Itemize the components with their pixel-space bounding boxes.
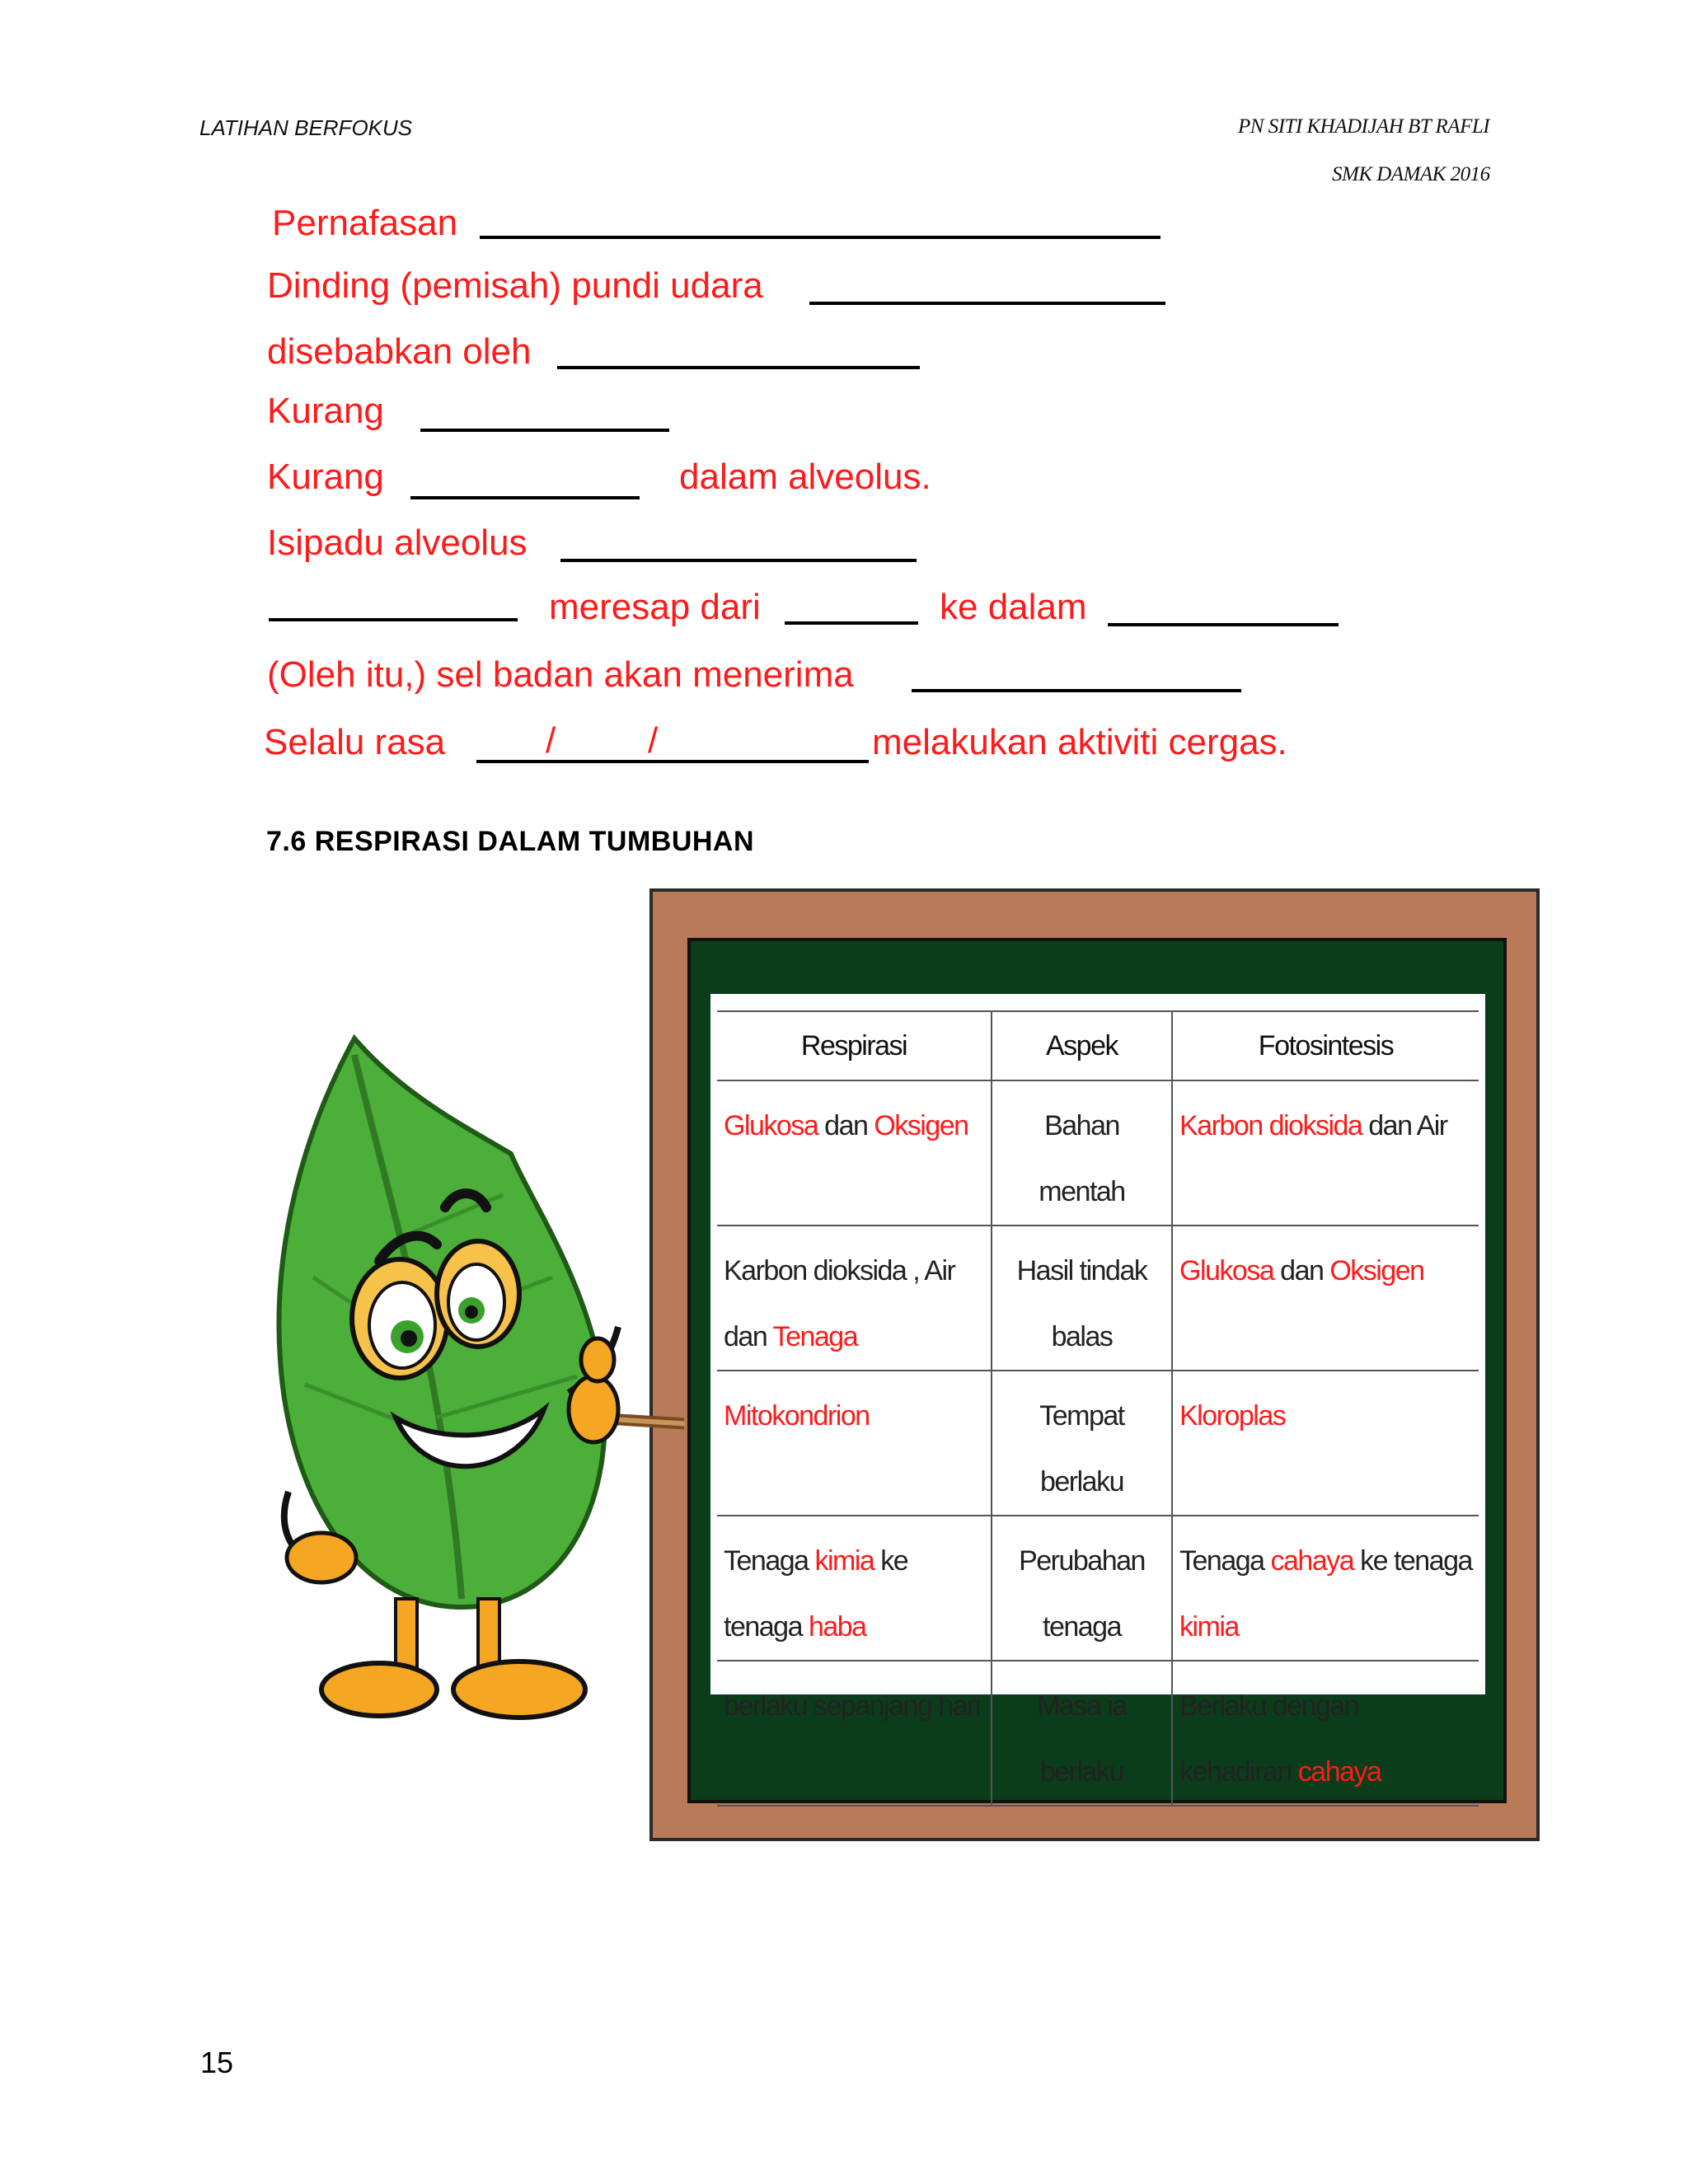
line-melakukan: melakukan aktiviti cergas. (872, 722, 1287, 762)
blank-3[interactable] (557, 366, 920, 369)
header-aspek: Aspek (992, 1011, 1172, 1080)
table-row (717, 1226, 1479, 1371)
cell-text: Oksigen (1329, 1255, 1424, 1286)
cell-text: Glukosa (1179, 1255, 1274, 1286)
blank-5[interactable] (410, 496, 640, 499)
cell-fotosintesis (1172, 1661, 1479, 1806)
header-left: LATIHAN BERFOKUS (199, 115, 413, 140)
cell-text: dan (1273, 1255, 1330, 1286)
cell-aspek: Tempat berlaku (992, 1371, 1172, 1516)
header-school: SMK DAMAK 2016 (1332, 163, 1490, 185)
line-disebabkan: disebabkan oleh (267, 331, 532, 372)
cell-text: cahaya (1297, 1756, 1381, 1788)
section-title: 7.6 RESPIRASI DALAM TUMBUHAN (266, 826, 755, 857)
line-kurang-2: Kurang (267, 457, 384, 497)
cell-text: Tenaga (1179, 1545, 1271, 1577)
blank-2[interactable] (809, 302, 1165, 305)
line-oleh-itu: (Oleh itu,) sel badan akan menerima (267, 654, 854, 695)
line-isipadu: Isipadu alveolus (267, 523, 528, 563)
blank-7c[interactable] (1108, 623, 1339, 626)
leaf-mascot-pointing-icon (256, 1030, 684, 1739)
blank-4[interactable] (420, 429, 669, 432)
blank-7a[interactable] (269, 618, 518, 621)
cell-text: Oksigen (874, 1110, 968, 1141)
slash-1: / (546, 720, 556, 761)
blank-6[interactable] (560, 559, 917, 562)
cell-text: ke tenaga (1353, 1545, 1472, 1577)
cell-text: berlaku sepanjang hari (724, 1690, 981, 1722)
blank-7b[interactable] (785, 621, 918, 625)
cell-respirasi (717, 1661, 992, 1806)
cell-text: Karbon dioksida (1179, 1110, 1362, 1141)
line-selalu-rasa: Selalu rasa (264, 722, 446, 762)
header-right: PN SITI KHADIJAH BT RAFLI (1238, 115, 1490, 138)
cell-aspek: Bahan mentah (992, 1080, 1172, 1226)
line-meresap: meresap dari (549, 587, 761, 627)
line-ke-dalam: ke dalam (940, 587, 1087, 627)
cell-text: kimia (814, 1545, 874, 1577)
blank-9[interactable] (476, 760, 869, 763)
table-row (717, 1080, 1479, 1226)
cell-respirasi (717, 1371, 992, 1516)
page-number: 15 (200, 2046, 234, 2079)
cell-aspek: Perubahan tenaga (992, 1516, 1172, 1661)
cell-text: Tenaga (772, 1321, 858, 1352)
cell-aspek: Masa ia berlaku (992, 1661, 1172, 1806)
cell-aspek: Hasil tindak balas (992, 1226, 1172, 1371)
table-row (717, 1661, 1479, 1806)
slash-2: / (648, 720, 659, 761)
blank-8[interactable] (912, 689, 1241, 692)
cell-text: Glukosa (724, 1110, 818, 1141)
cell-respirasi (717, 1226, 992, 1371)
cell-text: ke tenaga (724, 1545, 908, 1643)
cell-fotosintesis (1172, 1080, 1479, 1226)
comparison-table-card (710, 994, 1485, 1788)
cell-text: cahaya (1270, 1545, 1354, 1577)
cell-respirasi (717, 1080, 992, 1226)
header-fotosintesis: Fotosintesis (1172, 1011, 1479, 1080)
header-respirasi: Respirasi (717, 1011, 992, 1080)
table-row (717, 1516, 1479, 1661)
cell-text: dan (818, 1110, 874, 1141)
cell-text: Berlaku dengan kehadiran (1179, 1690, 1359, 1788)
cell-text: Kloroplas (1179, 1400, 1286, 1432)
cell-text: dan Air (1362, 1110, 1447, 1141)
cell-text: kimia (1179, 1611, 1239, 1643)
cell-text: Mitokondrion (724, 1400, 870, 1432)
line-pernafasan: Pernafasan (272, 203, 458, 243)
line-dinding: Dinding (pemisah) pundi udara (267, 265, 763, 306)
cell-fotosintesis (1172, 1516, 1479, 1661)
line-kurang-1: Kurang (267, 391, 384, 431)
cell-respirasi (717, 1516, 992, 1661)
cell-text: Tenaga (724, 1545, 815, 1577)
table-header-row (717, 1011, 1479, 1080)
table-row (717, 1371, 1479, 1516)
cell-fotosintesis (1172, 1226, 1479, 1371)
comparison-table (717, 1010, 1479, 1807)
line-dalam-alveolus: dalam alveolus. (679, 457, 931, 497)
blank-1[interactable] (480, 236, 1160, 239)
cell-text: Karbon dioksida , Air dan (724, 1255, 955, 1352)
cell-fotosintesis (1172, 1371, 1479, 1516)
cell-text: haba (808, 1611, 866, 1643)
